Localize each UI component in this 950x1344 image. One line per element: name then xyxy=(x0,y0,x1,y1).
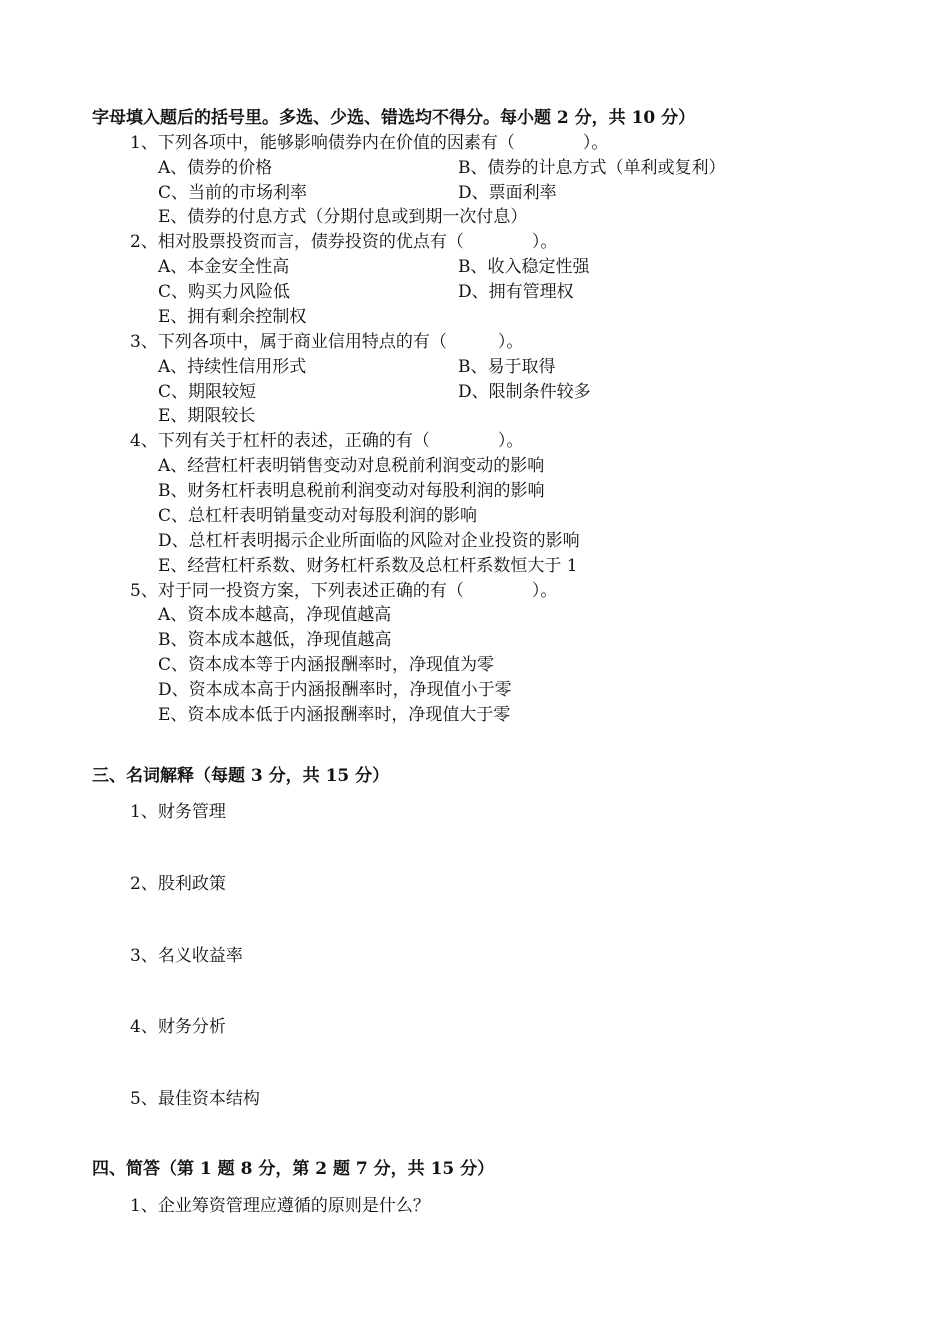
question-1-option-c: C、当前的市场利率 xyxy=(158,183,308,203)
question-3-option-c: C、期限较短 xyxy=(158,382,257,402)
section2-header: 字母填入题后的括号里。多选、少选、错选均不得分。每小题 2 分，共 10 分） xyxy=(92,108,696,128)
question-2-option-d: D、拥有管理权 xyxy=(458,282,574,302)
question-4-option-e: E、经营杠杆系数、财务杠杆系数及总杠杆系数恒大于 1 xyxy=(158,556,578,576)
question-3-option-e: E、期限较长 xyxy=(158,406,256,426)
question-3-option-d: D、限制条件较多 xyxy=(458,382,591,402)
question-1-option-a: A、债券的价格 xyxy=(158,158,273,178)
question-4-option-a: A、经营杠杆表明销售变动对息税前利润变动的影响 xyxy=(158,456,545,476)
question-2-option-a: A、本金安全性高 xyxy=(158,257,290,277)
question-1-option-b: B、债券的计息方式（单利或复利） xyxy=(458,158,726,178)
question-2-stem: 2、相对股票投资而言，债券投资的优点有（ ）。 xyxy=(130,232,558,252)
question-5-stem: 5、对于同一投资方案，下列表述正确的有（ ）。 xyxy=(130,581,558,601)
question-4-stem: 4、下列有关于杠杆的表述，正确的有（ ）。 xyxy=(130,431,524,451)
term-item-4: 4、财务分析 xyxy=(130,1017,226,1037)
question-1-option-d: D、票面利率 xyxy=(458,183,557,203)
question-5-option-a: A、资本成本越高，净现值越高 xyxy=(158,605,392,625)
question-5-option-b: B、资本成本越低，净现值越高 xyxy=(158,630,392,650)
question-4-option-b: B、财务杠杆表明息税前利润变动对每股利润的影响 xyxy=(158,481,545,501)
term-item-3: 3、名义收益率 xyxy=(130,946,243,966)
short-answer-item-1: 1、企业筹资管理应遵循的原则是什么？ xyxy=(130,1196,430,1216)
term-item-1: 1、财务管理 xyxy=(130,802,226,822)
question-5-option-c: C、资本成本等于内涵报酬率时，净现值为零 xyxy=(158,655,495,675)
question-5-option-d: D、资本成本高于内涵报酬率时，净现值小于零 xyxy=(158,680,512,700)
question-5-option-e: E、资本成本低于内涵报酬率时，净现值大于零 xyxy=(158,705,511,725)
question-2-option-c: C、购买力风险低 xyxy=(158,282,291,302)
section4-header: 四、简答（第 1 题 8 分，第 2 题 7 分，共 15 分） xyxy=(92,1159,495,1179)
question-4-option-c: C、总杠杆表明销量变动对每股利润的影响 xyxy=(158,506,478,526)
term-item-5: 5、最佳资本结构 xyxy=(130,1089,260,1109)
question-3-option-b: B、易于取得 xyxy=(458,357,556,377)
question-1-stem: 1、下列各项中，能够影响债券内在价值的因素有（ ）。 xyxy=(130,133,609,153)
question-4-option-d: D、总杠杆表明揭示企业所面临的风险对企业投资的影响 xyxy=(158,531,580,551)
question-3-option-a: A、持续性信用形式 xyxy=(158,357,307,377)
question-3-stem: 3、下列各项中，属于商业信用特点的有（ ）。 xyxy=(130,332,524,352)
term-item-2: 2、股利政策 xyxy=(130,874,226,894)
question-1-option-e: E、债券的付息方式（分期付息或到期一次付息） xyxy=(158,207,528,227)
question-2-option-b: B、收入稳定性强 xyxy=(458,257,590,277)
section3-header: 三、名词解释（每题 3 分，共 15 分） xyxy=(92,766,390,786)
question-2-option-e: E、拥有剩余控制权 xyxy=(158,307,307,327)
